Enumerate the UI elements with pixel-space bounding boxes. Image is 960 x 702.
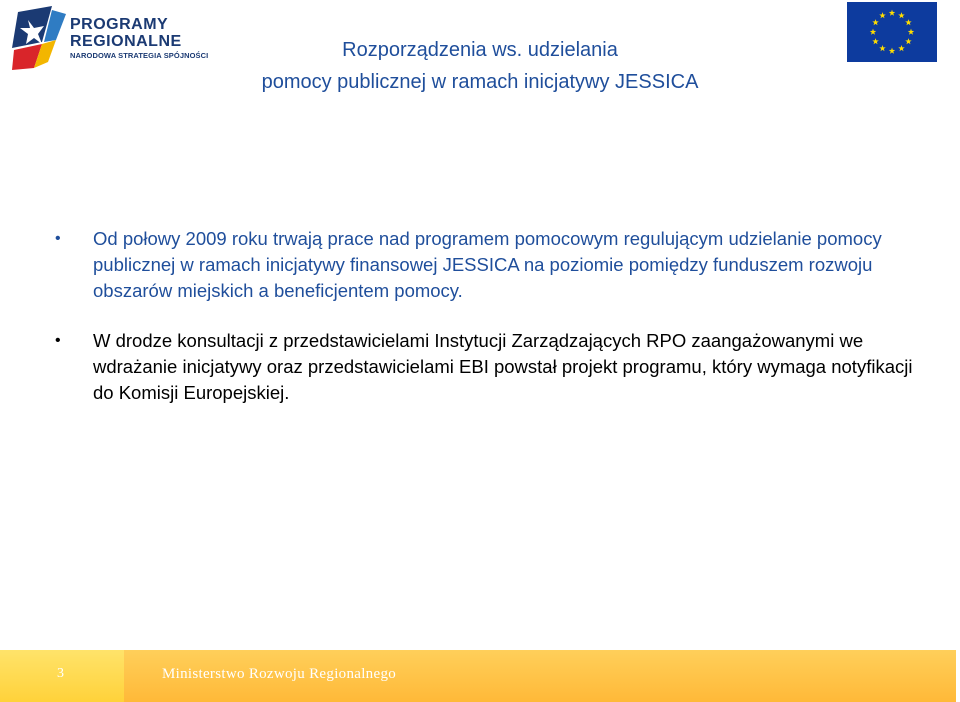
slide-title-line-1: Rozporządzenia ws. udzielania: [342, 39, 618, 61]
slide-title-line-2: pomocy publicznej w ramach inicjatywy JESSICA: [261, 71, 699, 93]
footer: [0, 650, 960, 702]
eu-flag: [847, 2, 937, 62]
bullet-text: W drodze konsultacji z przedstawicielami Instytucji Zarządzających RPO zaangażowanymi we wdrażanie inicjatywy oraz przedstawicielami EBI powstał projekt programu, który wymaga notyfikacji do Komisji Europejskiej.: [93, 330, 913, 403]
bullet-text: Od połowy 2009 roku trwają prace nad programem pomocowym regulującym udzielanie pomocy publicznej w ramach inicjatywy finansowej JESSICA na poziomie pomiędzy funduszem rozwoju obszarów miejskich a beneficjentem pomocy.: [93, 228, 882, 301]
page-number: 3: [57, 666, 64, 681]
logo-line-1: PROGRAMY: [70, 16, 169, 33]
logo-line-2: REGIONALNE: [70, 33, 182, 50]
bullet-dot-icon: •: [55, 230, 61, 247]
programy-regionalne-logo-icon: [12, 4, 68, 72]
bullet-list: [55, 226, 915, 430]
ministry-name: Ministerstwo Rozwoju Regionalnego: [162, 666, 397, 682]
slide-title: [150, 34, 810, 98]
bullet-item: [55, 328, 915, 406]
bullet-dot-icon: •: [55, 332, 61, 349]
bullet-item: [55, 226, 915, 304]
logo-line-3: NARODOWA STRATEGIA SPÓJNOŚCI: [70, 51, 209, 60]
eu-flag-icon: [847, 2, 937, 62]
